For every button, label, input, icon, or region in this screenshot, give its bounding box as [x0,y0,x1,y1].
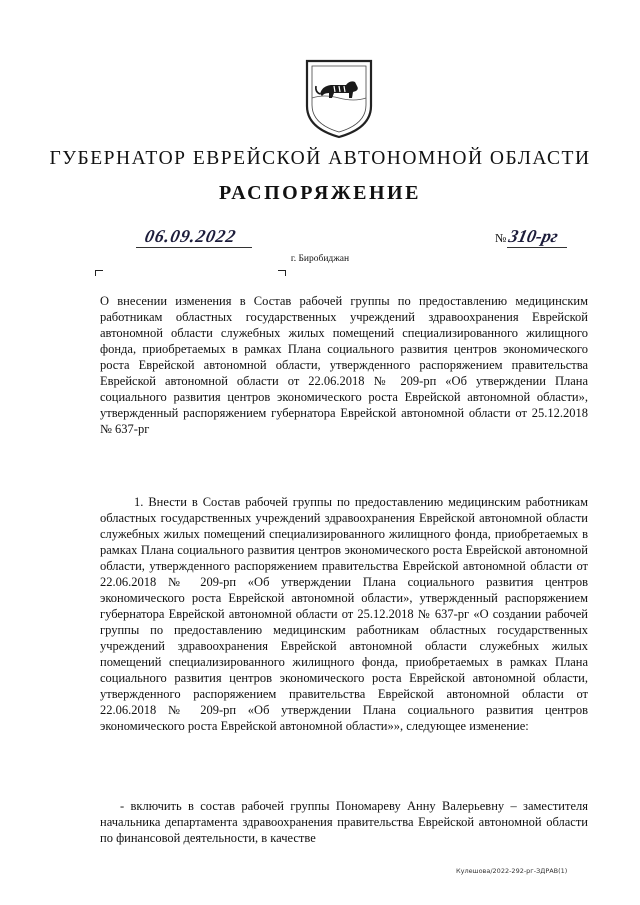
subject-corner-right [278,270,286,276]
date-underline [136,247,252,248]
tiger-coat-of-arms-icon [304,58,374,140]
number-underline [507,247,567,248]
organization-title: ГУБЕРНАТОР ЕВРЕЙСКОЙ АВТОНОМНОЙ ОБЛАСТИ [49,148,591,169]
subject-corner-left [95,270,103,276]
number-value: 310-рг [507,226,561,246]
document-date: 06.09.2022 [142,226,239,246]
document-type-heading: РАСПОРЯЖЕНИЕ [219,182,421,204]
footer-document-code: Кулешова/2022-292-рг-ЗДРАВ(1) [456,867,568,875]
city-name: г. Биробиджан [290,254,350,264]
body-point-1: 1. Внести в Состав рабочей группы по предоставлению медицинским работникам областных государственных учреждений здравоохранения Еврейской автономной области служебных жилых помещений специализированного жилищного фонда, приобретаемых в рамках Плана социального развития центров экономического роста Еврейской автономной области, утвержденного распоряжением правительства Еврейской автономной области от 22.06.2018 № 209-рп «Об утверждении Плана социального развития центров экономического роста Еврейской автономной области», утвержденный распоряжением губернатора Еврейской автономной области от 25.12.2018 № 637-рг «О создании рабочей группы по предоставлению медицинским работникам областных государственных учреждений здравоохранения Еврейской автономной области служебных жилых помещений специализированного жилищного фонда, приобретаемых в рамках Плана социального развития центров экономического роста Еврейской автономной области, утвержденного распоряжением правительства Еврейской автономной области от 22.06.2018 № 209-рп «Об утверждении Плана социального развития центров экономического роста Еврейской автономной области»», следующее изменение: [100,495,588,733]
document-number [495,226,561,247]
body-item-1: - включить в состав рабочей группы Пономареву Анну Валерьевну – заместителя начальника департамента здравоохранения правительства Еврейской автономной области по финансовой деятельности, в качестве [100,799,588,845]
document-subject: О внесении изменения в Состав рабочей группы по предоставлению медицинским работникам областных государственных учреждений здравоохранения Еврейской автономной области служебных жилых помещений специализированного жилищного фонда, приобретаемых в рамках Плана социального развития центров экономического роста Еврейской автономной области, утвержденного распоряжением правительства Еврейской автономной области от 22.06.2018 № 209-рп «Об утверждении Плана социального развития центров экономического роста Еврейской автономной области», утвержденный распоряжением губернатора Еврейской автономной области от 25.12.2018 № 637-рг [100,294,588,436]
number-prefix: № [495,231,507,245]
